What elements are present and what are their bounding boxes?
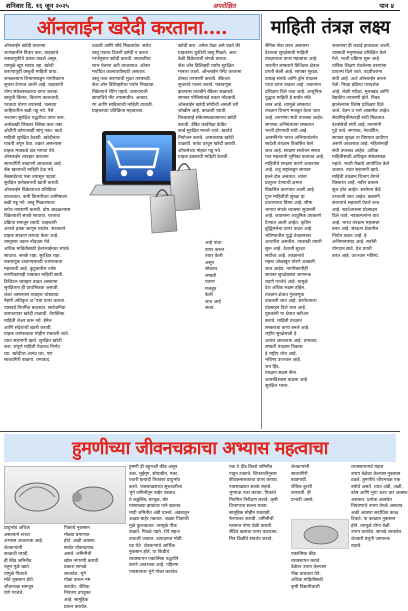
text-line: हल्ले होत असतात. त्यांना: [265, 174, 307, 180]
text-line: आत्मविश्वास वाढला आहे.: [265, 377, 309, 383]
text-line: जातात. त्यात सहभागी व्हावे.: [332, 168, 380, 174]
text-line: सुरू आहे. देशाची सुरक्षा: [265, 246, 305, 252]
text-line: नेहमी अधिकृत अॅपचा वापर करावा.: [4, 299, 66, 305]
text-line: प्रोत्साहन दिले जात आहे.: [265, 305, 307, 311]
text-line: अत्यंत आवश्यक आहे. धन्यवाद.: [265, 338, 318, 344]
text-line: खोल नांगरणी करावी.: [64, 558, 100, 564]
text-line: वाचाव्यात. कमी किमतीच्या आमिषाला: [4, 194, 67, 200]
text-line: कॅश ऑन डिलिव्हरीचा पर्याय निवडावा.: [92, 83, 155, 89]
text-line: अधिक माहितीसाठी हेल्पलाईनवर संपर्क: [4, 246, 69, 252]
text-line: पहावे. भरती मेळावे आयोजित केले: [332, 161, 390, 167]
article-column-7: [4, 526, 62, 602]
text-line: ग्राहक मंचाकडे दाद मागता येते.: [4, 148, 56, 154]
text-line: वैद्यकीय तपासणी होते. निवड: [332, 96, 380, 102]
text-line: व्यवस्थापन करावे.: [291, 558, 321, 564]
text-line: ऑफर्सच्या मोहात पडू नये.: [178, 148, 222, 154]
text-line: टाळावी. बजेट ठरवून खरेदी करावी.: [178, 142, 237, 148]
text-line: यात महत्वाची भूमिका बजावत आहे.: [265, 155, 325, 161]
text-line: पावती जपून ठेवा. तक्रार असल्यास: [4, 142, 62, 148]
text-line: माहितीचे संरक्षण करणे आवश्यक: [265, 161, 320, 167]
text-line: होते. अळी अवस्था: [64, 539, 95, 545]
text-line: ऊस, भुईमूग, सोयाबीन, मका,: [129, 471, 179, 477]
text-line: राहून मुळे खाते.: [4, 565, 31, 571]
text-line: सूचनांचे पालन करावे. फसवणूक: [178, 83, 232, 89]
text-line: सेंद्रिय खतांचा वापर वाढवावा.: [229, 530, 278, 536]
text-line: सायबर सुरक्षा या विषयात प्रावीण्य: [332, 135, 388, 141]
text-line: जवानांना ही लढाई हाताळता आली.: [332, 44, 391, 49]
text-line: झालेल्यांना विशेष प्रशिक्षण दिले: [332, 102, 384, 108]
text-line: विकसित करण्यात आली आहे.: [265, 188, 316, 194]
text-line: तंत्रज्ञान विभाग मजबूत केला जात: [265, 109, 320, 115]
text-line: घ्या. खरेदीचा आनंद घ्या, पण: [4, 351, 53, 357]
text-line: असणे आवश्यक आहे. महिलांनाही: [332, 142, 389, 148]
text-line: फसवणुकीचे प्रकार वाढले असून,: [4, 57, 58, 63]
text-line: बाळगावी.: [291, 478, 308, 484]
text-line: वापरावी. ही: [291, 491, 311, 497]
text-line: ग्राहकांना चुकीची वस्तू मिळते. अशा: [178, 50, 237, 56]
text-line: योग्य संकेतस्थळाचा वापर करावा.: [4, 89, 59, 95]
text-line: करत आहे. उज्ज्वल भविष्य.: [332, 253, 380, 259]
text-line: उपटली जातात. उत्पादनात मोठी: [129, 537, 182, 543]
text-line: करण्यापूर्वी वस्तुची माहिती वाचा.: [4, 70, 58, 76]
text-line: प्रादुर्भाव अधिक: [4, 526, 30, 531]
text-line: यंत्रणा: [205, 280, 215, 286]
text-line: मोठ्या प्रमाणात: [64, 532, 90, 538]
text-line: शेतकऱ्यांनी: [291, 465, 310, 470]
article-column-1: [4, 44, 88, 430]
text-line: नियंत्रण उपयुक्त: [64, 591, 91, 597]
text-line: माहिती तंत्रज्ञान विभाग वेगाने: [332, 174, 380, 180]
text-line: सोबतच: [205, 267, 218, 273]
text-line: योगदान द्यावे. देश प्रगती: [332, 246, 372, 252]
text-line: घट येते. शेतकऱ्यांचे आर्थिक: [129, 543, 175, 549]
text-line: डिजिटल व्यवहार वाढत असताना: [4, 279, 58, 285]
text-line: ऑनलाईन व्यवहार करताना: [4, 155, 49, 161]
text-line: आहे. जवानांना आधुनिक उपकरणे: [265, 214, 322, 220]
article-column-2: [92, 44, 176, 116]
text-line: राहणे गरजेचे आहे. यामुळे: [265, 279, 308, 285]
text-line: संगणक अभियंत्यांना लष्करात: [265, 122, 314, 128]
text-line: उपग्रह संपर्क आणि ड्रोन तंत्रज्ञान: [265, 76, 318, 82]
text-line: टळावी आणि सौदे मिळवावेत. सर्वच: [92, 44, 151, 49]
text-line: आहे यांचा: [205, 241, 222, 246]
text-line: युवकांनी या क्षेत्रात करिअर: [265, 312, 309, 318]
text-line: भुंग्यांचा नाश करावा. पिकांचे: [229, 491, 276, 497]
text-line: करा. संपूर्ण माहिती घेऊनच निर्णय: [4, 345, 60, 351]
text-line: फसवणूक टाळण्यासाठी जागरूकता: [4, 260, 63, 266]
text-line: माहिती सुरक्षित ठेवावी. खरेदीनंतर: [4, 135, 60, 141]
text-line: नियमित निरीक्षण करावे. कृषी: [229, 497, 278, 503]
text-line: जोखीम आहे. काळजी घ्यावी.: [178, 109, 227, 115]
text-line: तांत्रिक शिक्षण घेतलेल्या तरुणांना: [332, 63, 387, 69]
text-line: मानला जातो. ऑनलाईन पेमेंट करताना: [178, 70, 242, 76]
text-line: रंग आणि साहित्याची माहिती वाचावी.: [92, 102, 154, 108]
text-line: असल्याने त्याचा: [4, 532, 30, 538]
text-line: पिकांचे नुकसान: [64, 526, 90, 531]
text-line: विस्तारत आहे. नवीन प्रकल्प: [332, 181, 379, 187]
text-line: सूचना देण्यात आली आहे. ग्राहकांनी: [4, 83, 63, 89]
column-divider: [261, 14, 262, 429]
text-line: प्रयत्न करावेत.: [64, 604, 88, 610]
text-line: लष्करी: [205, 273, 217, 279]
text-line: अधिक माहितीसाठी: [291, 578, 324, 584]
text-line: देश अधिक सक्षम होईल.: [265, 286, 306, 292]
text-line: शेतकऱ्यांनी: [4, 545, 23, 551]
text-line: जात आहेत. नागरिकांनीही: [265, 266, 308, 272]
text-line: कार्ड सुरक्षित मानले जाते. खर्चाचे: [178, 129, 233, 135]
headline-life-cycle-text: हुमणीच्या जीवनचक्राचा अभ्यास महत्वाचा: [72, 438, 328, 459]
article-column-6: [205, 241, 259, 313]
headline-online-shopping-text: ऑनलाईन खरेदी करताना....: [36, 17, 228, 39]
text-line: भुंगे जमिनीतून बाहेर पडतात.: [129, 491, 177, 497]
headline-info-tech: [265, 14, 396, 40]
text-line: देशसेवेची संधी आहे. तरुणांनी: [332, 122, 382, 128]
text-line: अळी अवस्था सर्वाधिक काळ: [351, 510, 399, 516]
text-line: त्यानुसार तक्रार नोंदवता येते.: [4, 240, 51, 246]
header-date: शनिवार दि. १६ जून २०२५: [6, 1, 70, 10]
text-line: विक्रेत्याचे रेटिंग पहावे. उत्पादनाची: [92, 89, 148, 95]
text-line: स्वदेशी तंत्रज्ञान विकसित केले: [265, 142, 314, 148]
text-line: बनत आहे. संरक्षण क्षेत्रातील: [332, 227, 379, 233]
article-column-13: [291, 552, 349, 602]
text-line: परतावा धोरण तपासावे. फसव्या: [4, 102, 57, 108]
text-line: गाडून टाकावे. शिफारशीनुसार: [229, 471, 277, 477]
text-line: लावावेत. भुंगे: [64, 571, 86, 577]
text-line: संधी उपलब्ध आहेत. अधिक: [332, 148, 379, 154]
text-line: घेणे गरजेचे.: [4, 591, 24, 597]
text-line: सतत.: [205, 306, 215, 312]
text-line: ते कडुलिंब, बाभूळ, बोर: [129, 497, 169, 503]
text-line: नागरिकांनाही याबाबत माहिती द्यावी.: [4, 273, 64, 279]
text-line: लष्करी तंत्रज्ञान विकास: [265, 345, 303, 351]
text-line: ऑनलाईन विक्रेत्यांच्या प्रतिक्रिया: [4, 188, 57, 194]
text-line: मोठे नुकसान होते.: [4, 578, 35, 584]
text-line: मजबूत: [205, 286, 217, 292]
text-line: अनोळखी लिंकवर क्लिक करू नका.: [4, 122, 64, 128]
text-line: ही कीड जमिनीत: [4, 558, 32, 564]
text-line: लष्कराचा कणा बनले आहे.: [265, 325, 310, 331]
text-line: छायाचित्रे नीट तपासावीत. आकार,: [92, 96, 149, 102]
text-line: ग्राहक हक्कांची माहिती ठेवावी.: [178, 155, 229, 161]
text-line: लाभ घेताना अटी वाचाव्यात. ऑफर: [92, 63, 151, 69]
text-line: हुमणी ही बहुभक्षी कीड असून: [129, 465, 178, 470]
article-column-5: [332, 44, 396, 264]
text-line: सेवानिवृत्तीनंतरही संधी मिळतात.: [332, 116, 386, 122]
text-line: वापर करून: [205, 247, 225, 253]
text-line: सैनिक सेवा करत असताना: [265, 44, 309, 49]
text-line: नुकसान होते. या किडीचे: [129, 550, 170, 556]
text-line: कोष आणि भुंगा अशा चार अवस्था: [351, 491, 408, 497]
text-line: काळजी घ्यावी.: [4, 552, 29, 558]
text-line: एकात्मिक कीड: [291, 552, 316, 557]
text-line: तंत्रज्ञान सक्षम सैन्य.: [265, 371, 298, 377]
text-line: केली: [205, 293, 213, 299]
text-line: आहे. लेखी परीक्षा, मुलाखत आणि: [332, 89, 389, 95]
text-line: तंत्रज्ञानाचा वापर महत्वाचा आहे.: [265, 57, 318, 63]
text-line: ओटीपी कोणालाही सांगू नका. कार्ड: [4, 129, 62, 135]
text-line: सामूहिक मोहीम राबवावी.: [229, 510, 272, 516]
text-line: लगेच तपासणी करावी. दोष आढळल्यास: [4, 207, 71, 213]
text-line: प्रत्युत्तर देण्याची क्षमता: [265, 181, 303, 187]
text-line: फेरपालट करावी. जमिनीची: [229, 517, 274, 523]
text-line: वाढवली जात आहे. संशोधनाला: [265, 299, 317, 305]
text-line: गरजेनुसार खरेदी करावी. सवलतींचा: [92, 57, 151, 63]
text-line: गुप्त माहितीची सुरक्षा हा: [265, 194, 305, 200]
text-line: दिले जाते. नवकल्पनांना वाव: [332, 214, 379, 220]
text-line: वेबसाईटचा पत्ता तपासून पहावा.: [4, 174, 58, 180]
text-line: देशाच्या सुरक्षेसाठी माहिती: [265, 50, 309, 56]
text-line: त्यासाठी मनुष्यबळ प्रशिक्षित केले: [332, 50, 387, 56]
text-line: भागात संपर्क व्यवस्था सुधारली: [265, 207, 316, 213]
text-line: त्यात सहभागी व्हावे. सुरक्षित खरेदी: [4, 338, 62, 344]
text-line: सावधगिरी बाळगणे आवश्यक आहे.: [4, 161, 63, 167]
headline-info-tech-text: माहिती तंत्रज्ञ लक्ष्य: [270, 17, 391, 38]
text-line: वस्तू एकाच दिवशी खरेदी न करता: [92, 50, 148, 56]
text-line: प्रगती केली आहे. सायबर सुरक्षा,: [265, 70, 319, 76]
text-line: पीक वाचवता येते.: [291, 571, 322, 577]
text-line: ग्राहक संरक्षण कायदा केला आहे.: [4, 233, 59, 239]
text-line: प्रशिक्षण दिले जात आहे. आधुनिक: [265, 89, 322, 95]
text-line: वस्तू परत करण्याची मुदत तपासावी.: [92, 76, 152, 82]
text-line: साधावा. सतर्क राहा, सुरक्षित राहा.: [4, 253, 62, 259]
text-line: मशागत योग्य वेळी करावी.: [229, 523, 273, 529]
text-line: महत्व ओळखून धोरणे आखली: [265, 260, 315, 266]
text-line: विश्वासार्ह संकेतस्थळावरूनच खरेदी: [178, 116, 237, 122]
text-line: उभारली जात आहेत. खासगी: [332, 194, 380, 200]
text-line: करावेत. जैविक: [64, 584, 90, 590]
text-line: खरेदी करा. अनेक वेळा असे घडते की: [178, 44, 241, 49]
header-page: पान ४: [379, 1, 394, 10]
article-column-12: [351, 465, 408, 602]
text-line: माहिती शेअर करू नये. ईमेल: [4, 318, 52, 324]
text-line: बळी पडू नये. वस्तू मिळाल्यावर: [4, 201, 55, 207]
text-line: विक्रेत्याशी संपर्क साधावा. परतावा: [4, 214, 60, 220]
text-line: युद्धात माहिती हे सर्वात मोठे: [265, 96, 311, 102]
text-line: जाणकारीने विचार करा, ग्राहकांचे: [4, 50, 59, 56]
text-line: राहावे.: [351, 543, 362, 549]
shopping-bag-2: [150, 195, 177, 233]
text-line: मादी जमिनीत अंडी घालते. अंड्यातून: [129, 510, 190, 516]
text-line: महत्वाची आहे. कुटुंबातील ज्येष्ठ: [4, 266, 56, 272]
text-line: वेळी विक्रेत्याशी संपर्क करावा.: [178, 57, 228, 63]
grub-photo: [4, 466, 126, 524]
text-line: दोनदा तपासणी करावी. बँकेच्या: [178, 76, 230, 82]
article-column-10: [229, 465, 289, 602]
text-line: आपले हक्क जाणून घ्यावेत. सरकारने: [4, 227, 66, 233]
text-line: ग्राहकांच्या प्रतिक्रिया महत्वाच्या.: [92, 109, 144, 115]
text-line: सुरक्षित कनेक्शनची खात्री करावी.: [4, 181, 60, 187]
text-line: कीटकनाशकांचा वापर करावा.: [229, 478, 279, 484]
text-line: भविष्य उज्ज्वल आहे.: [265, 358, 302, 364]
text-line: असते. जमिनीची: [64, 552, 92, 558]
text-line: झाल्यास तातडीने बँकेला कळवावे.: [178, 89, 234, 95]
text-line: वस्तुची किंमत, वितरण कालावधी,: [4, 96, 60, 102]
text-line: जीवनचक्र समजून: [4, 584, 34, 590]
text-line: भारतीय लष्कराने डिजिटल क्षेत्रात: [265, 63, 320, 69]
text-line: ज्वारी इत्यादी पिकांवर प्रादुर्भाव: [129, 478, 181, 484]
text-line: जात आहे: [205, 299, 221, 305]
text-line: सायबर पोलिसांकडे तक्रार नोंदवावी.: [178, 96, 237, 102]
text-line: त्यामुळे खूप सावध रहा. खरेदी: [4, 63, 54, 69]
text-line: येतो. निवड प्रक्रिया पारदर्शक: [332, 83, 380, 89]
text-line: बुद्धिमत्तेचा वापर वाढत आहे.: [265, 227, 313, 233]
text-line: सुरू होत आहेत. संशोधन केंद्रे: [332, 188, 381, 194]
text-line: नियोजन करावे. अनावश्यक खरेदी: [178, 135, 234, 141]
text-line: विभागाचा सल्ला घ्यावा.: [229, 504, 269, 510]
text-line: शंका असल्यास व्यवहार थांबवावा.: [4, 292, 60, 298]
text-line: प्रकाश सापळे: [64, 565, 87, 571]
text-line: टळते. हुमणीचे जीवनचक्र एक: [351, 478, 401, 484]
text-line: प्राधान्य दिले जाते. पदवीधरांना: [332, 70, 383, 76]
section-divider: [0, 431, 400, 432]
text-line: जाहिरातींना बळी पडू नये. पैसे: [4, 109, 54, 115]
text-line: आहे. सामूहिक: [64, 598, 89, 604]
text-line: ग्राहक जागरूकता मोहीम राबवली जाते.: [4, 332, 70, 338]
text-line: सायबर सुरक्षेबाबत जागरूक: [265, 273, 311, 279]
text-line: असतात. प्रत्येक अवस्थेत: [351, 497, 392, 503]
text-line: यांसारख्या झाडांवर पाने खातात.: [129, 504, 182, 510]
text-line: मर्यादित कालावधीसाठी असतात.: [92, 70, 147, 76]
text-line: आणि संदेशांची खात्री करावी.: [4, 325, 53, 331]
text-line: प्रभावी असते.: [291, 497, 314, 503]
text-line: भरती होण्याची संधी आहे.: [265, 129, 308, 135]
text-line: भविष्यातील युद्धे तंत्रज्ञानावर: [265, 233, 312, 239]
text-line: अळ्या बाहेर पडतात. अळ्या पिकांची: [129, 517, 189, 523]
text-line: वेळेवर उपाय केल्यास: [291, 565, 326, 571]
text-line: मित्र किडींचे संवर्धन करावे.: [229, 537, 273, 543]
text-line: राष्ट्रीय सुरक्षेसाठी हे: [265, 332, 297, 338]
text-line: सुरक्षितता ही प्राथमिकता असावी.: [4, 286, 59, 292]
text-line: पुढे यावे. संगणक, नेटवर्किंग,: [332, 129, 380, 135]
text-line: शेतकरी बंधूंनी जागरूक: [351, 537, 390, 543]
article-column-4: [265, 44, 329, 430]
text-line: आधारित असतील. त्यासाठी तयारी: [265, 240, 322, 246]
text-line: अभिमानास्पद आहे. सर्वांनी: [332, 240, 377, 246]
text-line: करावे. माहिती तंत्रज्ञान: [265, 318, 302, 324]
text-line: संधी आहे. अर्ज ऑनलाईन करता: [332, 76, 387, 82]
text-line: करते. पावसाळ्याच्या सुरुवातीला: [129, 484, 183, 490]
text-line: माहितीसाठी अधिकृत संकेतस्थळ: [332, 155, 386, 161]
text-line: होते. त्यामुळे योग्य वेळी: [351, 523, 390, 529]
text-line: कृषी विद्यापीठाशी: [291, 584, 320, 590]
text-line: जाते. वेतन व भत्ते आकर्षक आहेत.: [332, 109, 391, 115]
text-line: ऑनलाईन खरेदी सोयीची असली तरी: [178, 102, 239, 108]
text-line: देण्यात आली आहेत. कृत्रिम: [265, 220, 311, 226]
text-line: जनकल्याण विभागाकडून नागरिकांना: [4, 76, 65, 82]
page-header: [0, 0, 400, 11]
text-line: भरताना सुरक्षित पद्धतीचा वापर करा.: [4, 116, 66, 122]
text-line: कंपन्यांचे सहकार्य घेतले जात: [332, 201, 380, 207]
pest-photo: [291, 519, 349, 549]
text-line: करावी. डेबिट कार्डपेक्षा क्रेडिट: [178, 122, 227, 128]
text-line: सावधगिरी बाळगा. धन्यवाद.: [4, 358, 51, 364]
text-line: व्यवस्थापनाचे महत्व: [351, 465, 384, 470]
article-column-9: [129, 465, 227, 602]
text-line: यांचा वापर वाढला आहे. जवानांना: [265, 83, 321, 89]
text-line: आहे. शत्रू राष्ट्रांकडून सायबर: [265, 168, 311, 174]
text-line: कॅश ऑन डिलिव्हरी पर्याय सुरक्षित: [178, 63, 234, 69]
text-line: एक ते दीड किलो जमिनीत: [229, 465, 273, 470]
shopping-laptop-illustration: [92, 113, 200, 239]
text-line: बँक खात्याची माहिती देऊ नये.: [4, 168, 55, 174]
text-line: प्रक्रिया समजून घ्यावी. ग्राहकांनी: [4, 220, 57, 226]
text-line: वायफायवर खरेदी टाळावी. वैयक्तिक: [4, 312, 65, 318]
text-line: सर्वात धोकादायक: [64, 545, 94, 551]
text-line: वर्षाचे असते. त्यात अंडी, अळी,: [351, 484, 403, 490]
text-line: आहे. तरुणांना संधी उपलब्ध आहेत.: [265, 116, 324, 122]
header-center: अपरोक्षित: [212, 1, 236, 10]
text-line: यामुळे पिकाचे: [4, 571, 27, 577]
text-line: व्यवस्थापन एकात्मिक पद्धतीने: [129, 556, 179, 562]
text-line: निर्यात वाढत आहे. हे: [332, 233, 367, 239]
text-line: उपाय करावेत. सापळे लावावेत.: [351, 530, 403, 536]
text-line: पावसाळ्यात सतर्क राहावे.: [229, 484, 272, 490]
text-line: सुरक्षित भारत.: [265, 384, 289, 390]
text-line: तयार केली: [205, 254, 223, 260]
headline-life-cycle: [4, 434, 396, 462]
text-line: प्राधान्याचा विषय आहे. सीमा: [265, 201, 313, 207]
text-line: तंत्रज्ञान क्षेत्रात गुंतवणूक: [265, 292, 305, 298]
text-line: उपाय वेळेवर केल्यास नुकसान: [351, 471, 401, 477]
text-line: असून: [205, 260, 215, 266]
article-column-8: [64, 526, 126, 610]
text-line: करणे आवश्यक आहे. पहिल्या: [129, 563, 179, 569]
text-line: वाळते. पिवळे पडते. रोपे सहज: [129, 530, 180, 536]
text-line: सावधगिरी: [291, 471, 308, 477]
text-line: शस्त्र आहे. त्यामुळे लष्करात: [265, 102, 311, 108]
text-line: आहे. स्टार्टअप्सना प्रोत्साहन: [332, 207, 378, 213]
text-line: नियंत्रणाचे उपाय वेगळे असतात.: [351, 504, 404, 510]
text-line: हे राष्ट्रीय ध्येय आहे.: [265, 351, 298, 357]
text-line: ऑनलाईन खरेदी करताना: [4, 44, 46, 49]
article-column-11: [291, 465, 349, 515]
text-line: आत्मनिर्भर भारत अभियानांतर्गत: [265, 135, 318, 141]
text-line: जैविक बुरशी: [291, 484, 312, 490]
text-line: मुळे कुरतडतात. त्यामुळे पीक: [129, 523, 177, 529]
text-line: गेले. भरती प्रक्रिया सुरू आहे.: [332, 57, 381, 63]
text-line: सर्वोच्च आहे. तंत्रज्ञानाचे: [265, 253, 304, 259]
text-line: गोळा करून नष्ट: [64, 578, 91, 584]
text-line: आहे. भारत तंत्रज्ञान महासत्ता: [332, 220, 380, 226]
text-line: टिकते. या काळात नुकसान: [351, 517, 396, 523]
text-line: पासवर्ड नियमित बदलावा. सार्वजनिक: [4, 305, 66, 311]
text-line: जात आहे. संरक्षण संशोधन संस्था: [265, 148, 320, 154]
headline-online-shopping: [4, 14, 260, 40]
text-line: पावसानंतर भुंगे गोळा करावेत.: [129, 569, 179, 575]
text-line: जय हिंद.: [265, 364, 281, 370]
text-line: अभ्यास आवश्यक आहे.: [4, 539, 44, 545]
